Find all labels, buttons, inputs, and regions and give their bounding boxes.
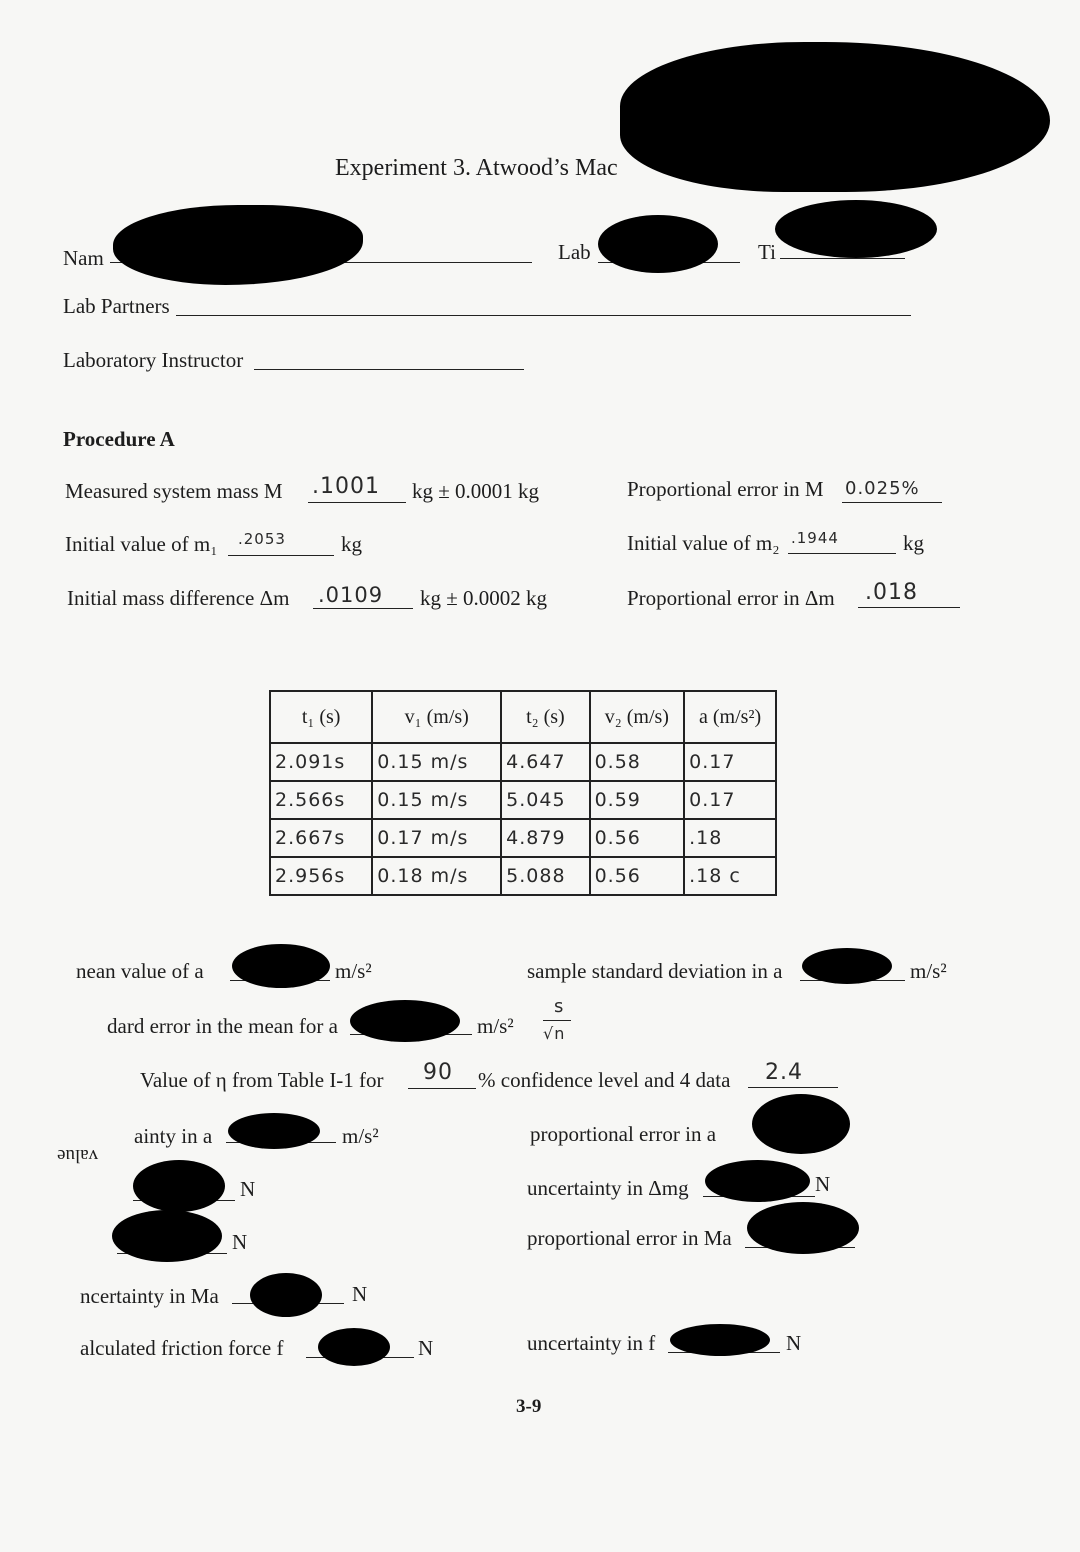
- m2-value: .1944: [791, 529, 839, 547]
- eta-label: Value of η from Table I-1 for: [140, 1068, 384, 1092]
- unc-ma-unit: N: [352, 1282, 368, 1306]
- table-cell[interactable]: 0.18 m/s: [372, 857, 501, 895]
- prop-error-m-label: Proportional error in M: [627, 477, 824, 501]
- margin-note: value: [57, 1145, 99, 1166]
- section-heading: Procedure A: [63, 427, 175, 451]
- eta-field-line[interactable]: [748, 1087, 838, 1088]
- mass-difference-value: .0109: [318, 583, 384, 607]
- unc-a-unit: m/s²: [342, 1124, 379, 1148]
- unc-a-label: ainty in a: [134, 1124, 213, 1148]
- table-cell[interactable]: 2.091s: [270, 743, 372, 781]
- m1-value: .2053: [238, 530, 286, 548]
- mean-a-label: nean value of a: [76, 959, 204, 983]
- table-cell[interactable]: 5.088: [501, 857, 589, 895]
- measured-mass-unit: kg ± 0.0001 kg: [412, 479, 540, 503]
- table-cell[interactable]: 4.647: [501, 743, 589, 781]
- prop-err-ma-label: proportional error in Ma: [527, 1226, 732, 1250]
- table-cell[interactable]: 5.045: [501, 781, 589, 819]
- redaction-mark: [133, 1160, 225, 1212]
- table-cell[interactable]: 2.566s: [270, 781, 372, 819]
- force-unit: N: [232, 1230, 248, 1254]
- table-cell[interactable]: 2.956s: [270, 857, 372, 895]
- eta-label-suffix: % confidence level and 4 data: [478, 1068, 731, 1092]
- force-unit: N: [240, 1177, 256, 1201]
- redaction-mark: [670, 1324, 770, 1356]
- m1-unit: kg: [341, 532, 362, 556]
- measured-mass-value: .1001: [312, 474, 380, 499]
- sd-a-unit: m/s²: [910, 959, 947, 983]
- m1-label: Initial value of m₁: [65, 532, 218, 556]
- prop-error-m-field-line[interactable]: [842, 502, 942, 503]
- table-cell[interactable]: 0.59: [590, 781, 685, 819]
- unc-f-label: uncertainty in f: [527, 1331, 656, 1355]
- redaction-mark: [775, 200, 937, 258]
- table-cell[interactable]: 0.58: [590, 743, 685, 781]
- measured-mass-label: Measured system mass M: [65, 479, 283, 503]
- se-note-numerator: s: [554, 996, 565, 1017]
- instructor-field-line[interactable]: [254, 369, 524, 370]
- column-header: t₂ (s): [501, 691, 589, 743]
- table-cell[interactable]: 0.15 m/s: [372, 743, 501, 781]
- fraction-bar: [543, 1020, 571, 1021]
- table-header-row: [270, 691, 776, 743]
- column-header: t₁ (s): [270, 691, 372, 743]
- m2-field-line[interactable]: [788, 553, 896, 554]
- redaction-mark: [598, 215, 718, 273]
- redaction-mark: [752, 1094, 850, 1154]
- redaction-mark: [113, 205, 363, 285]
- redaction-mark: [802, 948, 892, 984]
- mass-difference-unit: kg ± 0.0002 kg: [420, 586, 548, 610]
- prop-error-dm-value: .018: [865, 580, 918, 605]
- lab-label: Lab: [558, 240, 591, 264]
- table-cell[interactable]: 0.17: [684, 781, 776, 819]
- lab-partners-label: Lab Partners: [63, 294, 170, 318]
- prop-err-a-label: proportional error in a: [530, 1122, 717, 1146]
- prop-error-dm-label: Proportional error in Δm: [627, 586, 835, 610]
- eta-confidence-field-line[interactable]: [408, 1088, 476, 1089]
- m2-unit: kg: [903, 531, 924, 555]
- redaction-mark: [232, 944, 330, 988]
- se-note-denominator: √n: [543, 1024, 566, 1043]
- table-cell[interactable]: 2.667s: [270, 819, 372, 857]
- m2-label: Initial value of m₂: [627, 531, 780, 555]
- table-cell[interactable]: 0.56: [590, 819, 685, 857]
- redaction-mark: [620, 42, 1050, 192]
- table-row: [270, 857, 776, 895]
- table-cell[interactable]: .18: [684, 819, 776, 857]
- measured-mass-field-line[interactable]: [308, 502, 406, 503]
- lab-partners-field-line[interactable]: [176, 315, 911, 316]
- prop-error-m-value: 0.025%: [845, 478, 920, 499]
- column-header: v₁ (m/s): [372, 691, 501, 743]
- table-row: [270, 743, 776, 781]
- table-row: [270, 781, 776, 819]
- prop-error-dm-field-line[interactable]: [858, 607, 960, 608]
- column-header: v₂ (m/s): [590, 691, 685, 743]
- redaction-mark: [112, 1210, 222, 1262]
- data-table: [269, 690, 777, 896]
- table-row: [270, 819, 776, 857]
- page-title: Experiment 3. Atwood’s Mac: [335, 155, 618, 181]
- redaction-mark: [228, 1113, 320, 1149]
- se-unit: m/s²: [477, 1014, 514, 1038]
- instructor-label: Laboratory Instructor: [63, 348, 244, 372]
- table-cell[interactable]: 4.879: [501, 819, 589, 857]
- se-label: dard error in the mean for a: [107, 1014, 338, 1038]
- mean-a-unit: m/s²: [335, 959, 372, 983]
- eta-confidence-value: 90: [423, 1060, 453, 1085]
- unc-dmg-label: uncertainty in Δmg: [527, 1176, 689, 1200]
- time-field-line[interactable]: [780, 258, 905, 259]
- redaction-mark: [747, 1202, 859, 1254]
- name-label: Nam: [63, 246, 104, 270]
- table-cell[interactable]: 0.56: [590, 857, 685, 895]
- eta-value: 2.4: [765, 1060, 803, 1085]
- friction-label: alculated friction force f: [80, 1336, 284, 1360]
- friction-unit: N: [418, 1336, 434, 1360]
- table-cell[interactable]: 0.17 m/s: [372, 819, 501, 857]
- redaction-mark: [350, 1000, 460, 1042]
- table-cell[interactable]: .18 c: [684, 857, 776, 895]
- time-label: Ti: [758, 240, 776, 264]
- sd-a-label: sample standard deviation in a: [527, 959, 783, 983]
- mass-difference-field-line[interactable]: [313, 608, 413, 609]
- m1-field-line[interactable]: [228, 555, 334, 556]
- redaction-mark: [705, 1160, 810, 1202]
- table-cell[interactable]: 0.17: [684, 743, 776, 781]
- table-cell[interactable]: 0.15 m/s: [372, 781, 501, 819]
- redaction-mark: [318, 1328, 390, 1366]
- column-header: a (m/s²): [684, 691, 776, 743]
- redaction-mark: [250, 1273, 322, 1317]
- mass-difference-label: Initial mass difference Δm: [67, 586, 290, 610]
- unc-f-unit: N: [786, 1331, 802, 1355]
- unc-dmg-unit: N: [815, 1172, 831, 1196]
- page-number: 3-9: [516, 1396, 542, 1417]
- unc-ma-label: ncertainty in Ma: [80, 1284, 219, 1308]
